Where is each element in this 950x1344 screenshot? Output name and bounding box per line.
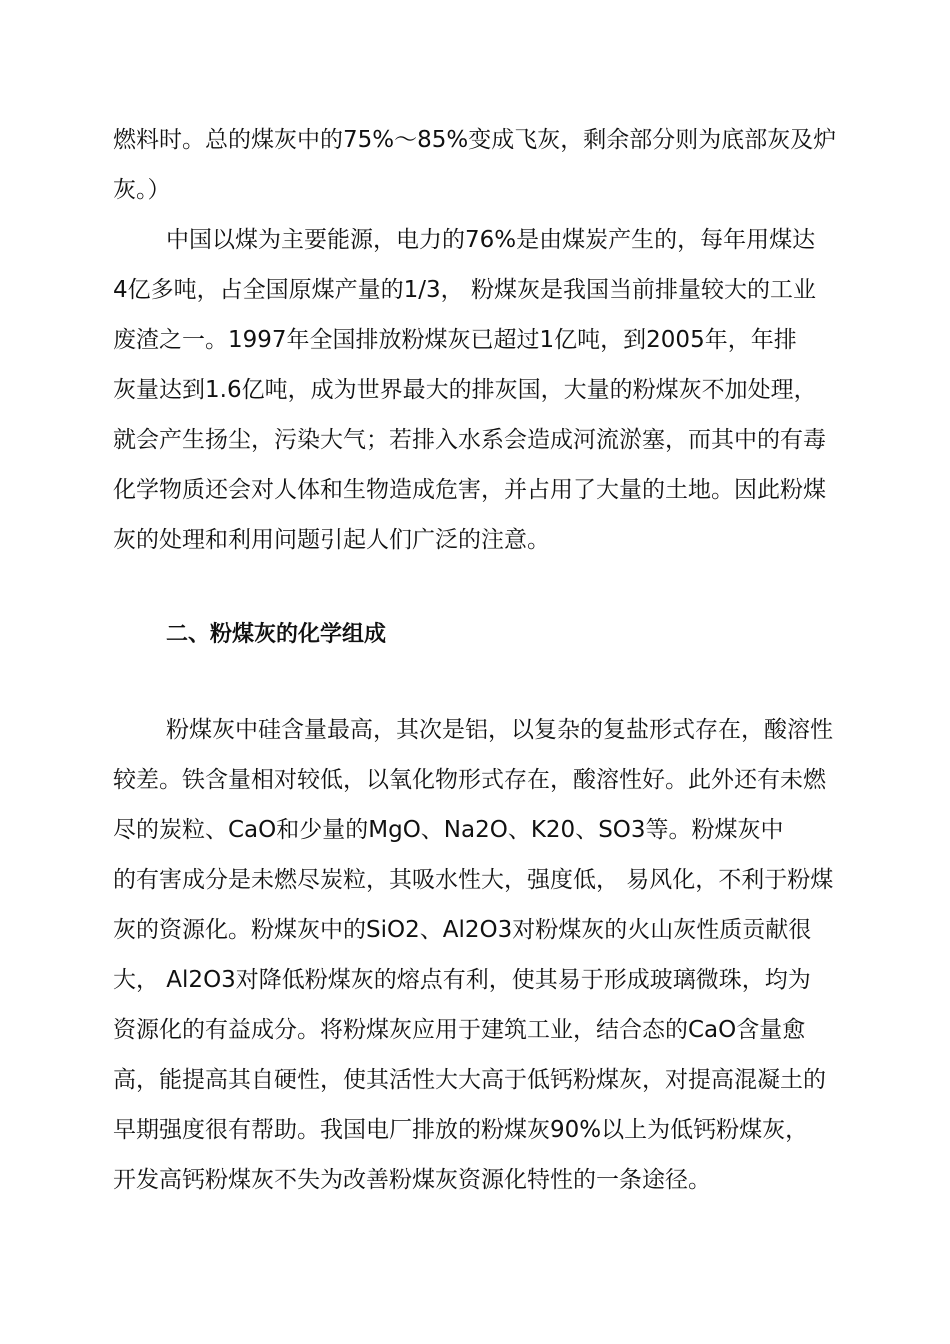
text-line: 粉煤灰中硅含量最高，其次是铝，以复杂的复盐形式存在，酸溶性	[166, 717, 833, 743]
text-line: 开发高钙粉煤灰不失为改善粉煤灰资源化特性的一条途径。	[113, 1167, 711, 1193]
text-line: 化学物质还会对人体和生物造成危害，并占用了大量的土地。因此粉煤	[113, 477, 826, 503]
text-line: 燃料时。总的煤灰中的75%～85%变成飞灰，剩余部分则为底部灰及炉	[113, 127, 837, 153]
text-line: 废渣之一。1997年全国排放粉煤灰已超过1亿吨，到2005年，年排	[113, 327, 797, 353]
text-line: 高，能提高其自硬性，使其活性大大高于低钙粉煤灰，对提高混凝土的	[113, 1067, 826, 1093]
text-line: 灰的处理和利用问题引起人们广泛的注意。	[113, 527, 550, 553]
text-line: 资源化的有益成分。将粉煤灰应用于建筑工业，结合态的CaO含量愈	[113, 1017, 806, 1043]
section-heading: 二、粉煤灰的化学组成	[166, 622, 387, 647]
text-line: 早期强度很有帮助。我国电厂排放的粉煤灰90%以上为低钙粉煤灰，	[113, 1117, 809, 1143]
text-line: 较差。铁含量相对较低，以氧化物形式存在，酸溶性好。此外还有未燃	[113, 767, 826, 793]
text-line: 的有害成分是未燃尽炭粒，其吸水性大，强度低， 易风化，不利于粉煤	[113, 867, 834, 893]
text-line: 灰量达到1.6亿吨，成为世界最大的排灰国，大量的粉煤灰不加处理，	[113, 377, 817, 403]
text-line: 就会产生扬尘，污染大气；若排入水系会造成河流淤塞，而其中的有毒	[113, 427, 826, 453]
text-line: 大， Al2O3对降低粉煤灰的熔点有利，使其易于形成玻璃微珠，均为	[113, 967, 811, 993]
text-line: 4亿多吨，占全国原煤产量的1/3， 粉煤灰是我国当前排量较大的工业	[113, 277, 816, 303]
text-line: 灰的资源化。粉煤灰中的SiO2、Al2O3对粉煤灰的火山灰性质贡献很	[113, 917, 812, 943]
text-line: 尽的炭粒、CaO和少量的MgO、Na2O、K20、SO3等。粉煤灰中	[113, 817, 784, 843]
text-line: 灰。）	[113, 177, 171, 203]
text-line: 中国以煤为主要能源，电力的76%是由煤炭产生的，每年用煤达	[166, 227, 816, 253]
